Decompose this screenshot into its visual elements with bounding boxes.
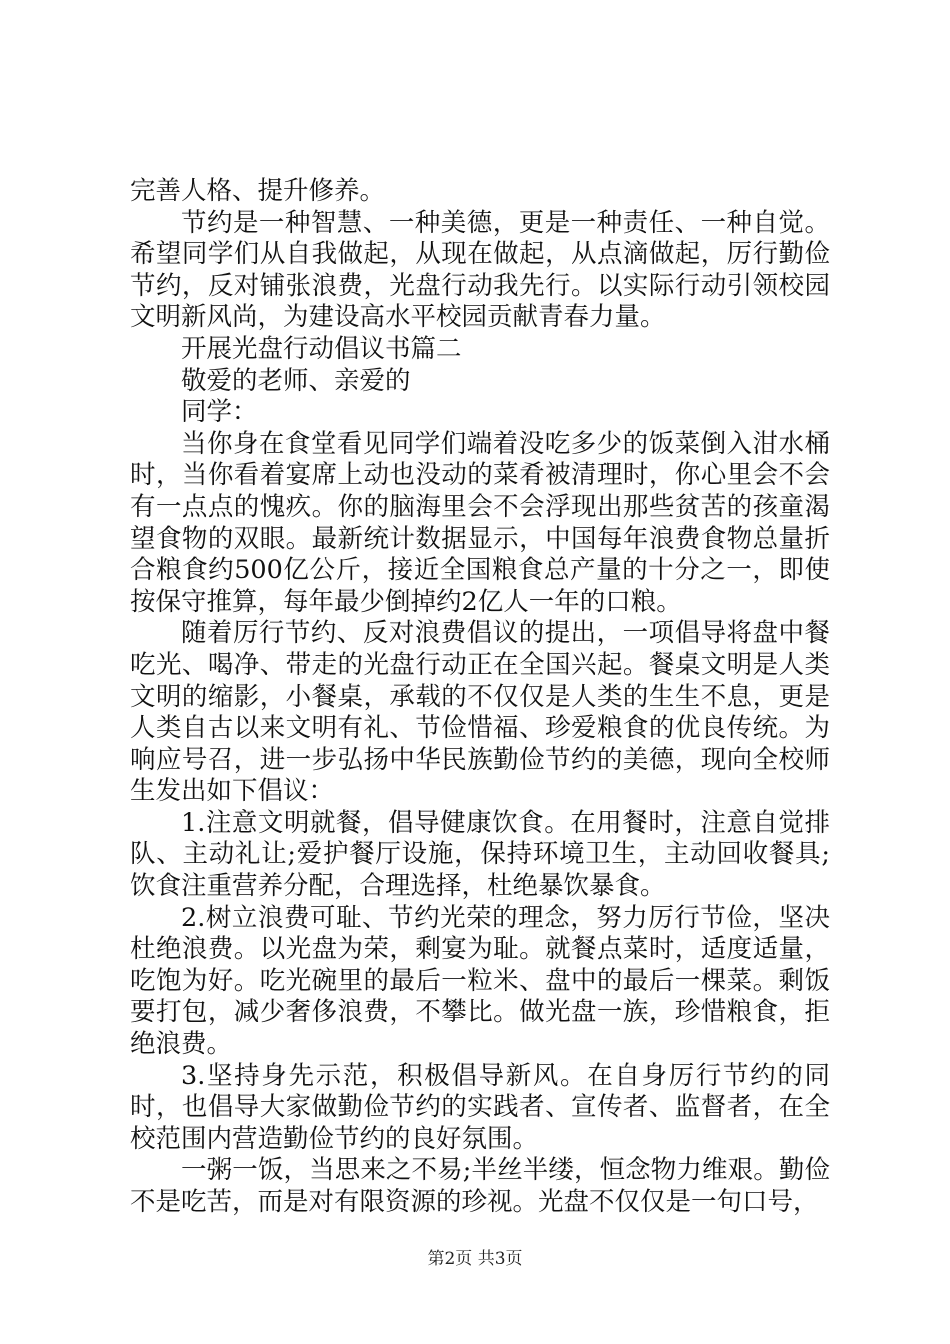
paragraph-2: 节约是一种智慧、一种美德，更是一种责任、一种自觉。希望同学们从自我做起，从现在做起，从点滴做起，厉行勤俭节约，反对铺张浪费，光盘行动我先行。以实际行动引领校园文明新风尚，为建设高水平校园贡献青春力量。	[130, 207, 830, 333]
proposal-item-3: 3.坚持身先示范，积极倡导新风。在自身厉行节约的同时，也倡导大家做勤俭节约的实践者、宣传者、监督者，在全校范围内营造勤俭节约的良好氛围。	[130, 1060, 830, 1154]
proposal-item-1: 1.注意文明就餐，倡导健康饮食。在用餐时，注意自觉排队、主动礼让;爱护餐厅设施，保持环境卫生，主动回收餐具;饮食注重营养分配，合理选择，杜绝暴饮暴食。	[130, 807, 830, 902]
section-title: 开展光盘行动倡议书篇二	[181, 333, 462, 364]
page-footer: 第2页 共3页	[427, 1249, 523, 1269]
document-body	[130, 176, 830, 1219]
salutation-line-2: 同学：	[181, 397, 258, 428]
paragraph-intro: 当你身在食堂看见同学们端着没吃多少的饭菜倒入泔水桶时，当你看着宴席上动也没动的菜肴被清理时，你心里会不会有一点点的愧疚。你的脑海里会不会浮现出那些贫苦的孩童渴望食物的双眼。最新统计数据显示，中国每年浪费食物总量折合粮食约500亿公斤，接近全国粮食总产量的十分之一，即使按保守推算，每年最少倒掉约2亿人一年的口粮。	[130, 428, 830, 617]
paragraph-closing: 一粥一饭，当思来之不易;半丝半缕，恒念物力维艰。勤俭不是吃苦，而是对有限资源的珍视。光盘不仅仅是一句口号，	[130, 1155, 830, 1217]
salutation-line-1: 敬爱的老师、亲爱的	[181, 365, 411, 396]
paragraph-1: 完善人格、提升修养。	[130, 176, 386, 206]
proposal-item-2: 2.树立浪费可耻、节约光荣的理念，努力厉行节俭，坚决杜绝浪费。以光盘为荣，剩宴为耻。就餐点菜时，适度适量，吃饱为好。吃光碗里的最后一粒米、盘中的最后一棵菜。剩饭要打包，减少奢侈浪费，不攀比。做光盘一族，珍惜粮食，拒绝浪费。	[130, 902, 830, 1060]
paragraph-initiative: 随着厉行节约、反对浪费倡议的提出，一项倡导将盘中餐吃光、喝净、带走的光盘行动正在全国兴起。餐桌文明是人类文明的缩影，小餐桌，承载的不仅仅是人类的生生不息，更是人类自古以来文明有礼、节俭惜福、珍爱粮食的优良传统。为响应号召，进一步弘扬中华民族勤俭节约的美德，现向全校师生发出如下倡议：	[130, 618, 830, 807]
